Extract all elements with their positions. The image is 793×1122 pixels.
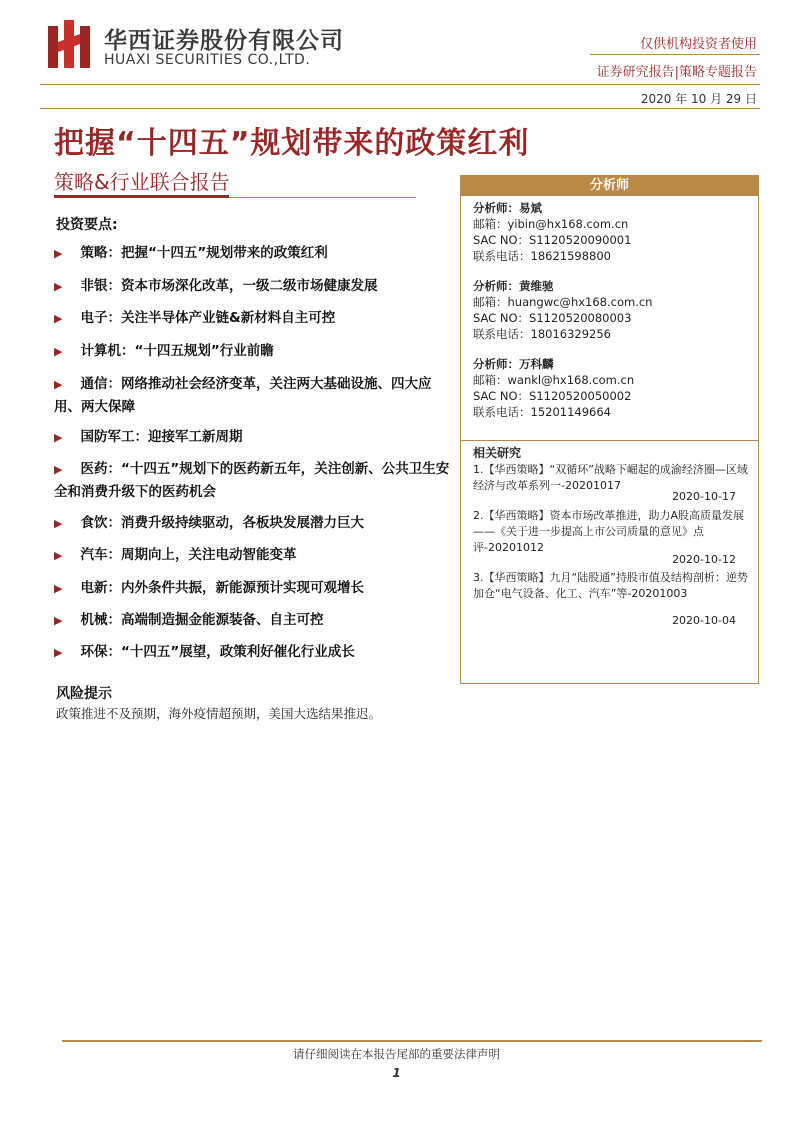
bullet-triangle-icon: ▶: [54, 614, 63, 627]
bullet-triangle-icon: ▶: [54, 312, 63, 325]
bullet-triangle-icon: ▶: [54, 280, 63, 293]
analyst-sidebar: [460, 175, 759, 684]
analyst-sac: SAC NO：S1120520050002: [473, 389, 632, 403]
analyst-card: [473, 200, 631, 264]
key-point-item: ▶ 电子：关注半导体产业链&新材料自主可控: [54, 310, 336, 326]
bullet-triangle-icon: ▶: [54, 517, 63, 530]
page-number: 1: [392, 1066, 401, 1080]
related-report-link[interactable]: 1.【华西策略】“双循环”战略下崛起的成渝经济圈—区域经济与改革系列一-20201017: [473, 463, 748, 492]
analyst-card: [473, 278, 652, 342]
report-title: 把握“十四五”规划带来的政策红利: [54, 126, 530, 161]
analyst-sac: SAC NO：S1120520080003: [473, 311, 632, 325]
subtitle-underline: [229, 197, 416, 198]
report-category: 证券研究报告|策略专题报告: [596, 65, 757, 80]
related-research-heading: 相关研究: [473, 446, 522, 460]
risk-heading: 风险提示: [56, 686, 112, 702]
analyst-card: [473, 356, 634, 420]
key-point-item: ▶ 通信：网络推动社会经济变革，关注两大基础设施、四大应用、两大保障: [54, 376, 432, 415]
bullet-triangle-icon: ▶: [54, 247, 63, 260]
company-name-cn: 华西证券股份有限公司: [104, 28, 344, 54]
key-point-item: ▶ 环保：“十四五”展望，政策利好催化行业成长: [54, 644, 355, 660]
huaxi-logo-icon: [48, 20, 92, 68]
key-point-item: ▶ 汽车：周期向上，关注电动智能变革: [54, 547, 297, 563]
sidebar-divider: [461, 440, 758, 441]
risk-text: 政策推进不及预期，海外疫情超预期，美国大选结果推迟。: [56, 706, 382, 721]
bullet-triangle-icon: ▶: [54, 378, 63, 391]
legal-disclaimer-note: 请仔细阅读在本报告尾部的重要法律声明: [293, 1047, 500, 1061]
key-point-item: ▶ 策略：把握“十四五”规划带来的政策红利: [54, 245, 328, 261]
analyst-name: 分析师：黄维驰: [473, 279, 554, 293]
related-report-date: 2020-10-12: [672, 553, 736, 566]
analyst-sac: SAC NO：S1120520090001: [473, 233, 632, 247]
analyst-name: 分析师：易斌: [473, 201, 542, 215]
key-point-item: ▶ 非银：资本市场深化改革，一级二级市场健康发展: [54, 278, 378, 294]
analyst-email[interactable]: 邮箱：yibin@hx168.com.cn: [473, 217, 629, 231]
report-subtitle: 策略&行业联合报告: [54, 170, 230, 194]
header-rule: [40, 84, 760, 85]
related-report-link[interactable]: 3.【华西策略】九月“陆股通”持股市值及结构剖析：逆势加仓“电气设备、化工、汽车”等-20201003: [473, 571, 748, 600]
related-report-date: 2020-10-04: [672, 614, 736, 627]
report-date: 2020 年 10 月 29 日: [640, 92, 757, 106]
key-points-heading: 投资要点:: [56, 217, 118, 233]
key-point-item: ▶ 机械：高端制造掘金能源装备、自主可控: [54, 612, 324, 628]
bullet-triangle-icon: ▶: [54, 431, 63, 444]
bullet-triangle-icon: ▶: [54, 345, 63, 358]
date-rule: [40, 108, 760, 109]
related-report-date: 2020-10-17: [672, 490, 736, 503]
bullet-triangle-icon: ▶: [54, 463, 63, 476]
sidebar-header: 分析师: [461, 176, 758, 196]
related-report-link[interactable]: 2.【华西策略】资本市场改革推进，助力A股高质量发展——《关于进一步提高上市公司质量的意见》点评-20201012: [473, 509, 745, 554]
bullet-triangle-icon: ▶: [54, 549, 63, 562]
bullet-triangle-icon: ▶: [54, 582, 63, 595]
key-point-item: ▶ 医药：“十四五”规划下的医药新五年，关注创新、公共卫生安全和消费升级下的医药机会: [54, 461, 450, 500]
key-point-item: ▶ 国防军工：迎接军工新周期: [54, 429, 243, 445]
company-name-en: HUAXI SECURITIES CO.,LTD.: [104, 52, 311, 68]
key-point-item: ▶ 电新：内外条件共振，新能源预计实现可观增长: [54, 580, 364, 596]
bullet-triangle-icon: ▶: [54, 646, 63, 659]
analyst-phone: 联系电话：15201149664: [473, 405, 611, 419]
key-point-item: ▶ 食饮：消费升级持续驱动，各板块发展潜力巨大: [54, 515, 364, 531]
audience-note: 仅供机构投资者使用: [639, 37, 757, 52]
analyst-phone: 联系电话：18621598800: [473, 249, 611, 263]
subtitle-underline-accent: [54, 195, 229, 198]
key-point-item: ▶ 计算机：“十四五规划”行业前瞻: [54, 343, 274, 359]
header-divider: [590, 54, 760, 55]
analyst-phone: 联系电话：18016329256: [473, 327, 611, 341]
analyst-email[interactable]: 邮箱：huangwc@hx168.com.cn: [473, 295, 653, 309]
analyst-name: 分析师：万科麟: [473, 357, 554, 371]
footer-rule: [62, 1040, 762, 1042]
analyst-email[interactable]: 邮箱：wankl@hx168.com.cn: [473, 373, 635, 387]
